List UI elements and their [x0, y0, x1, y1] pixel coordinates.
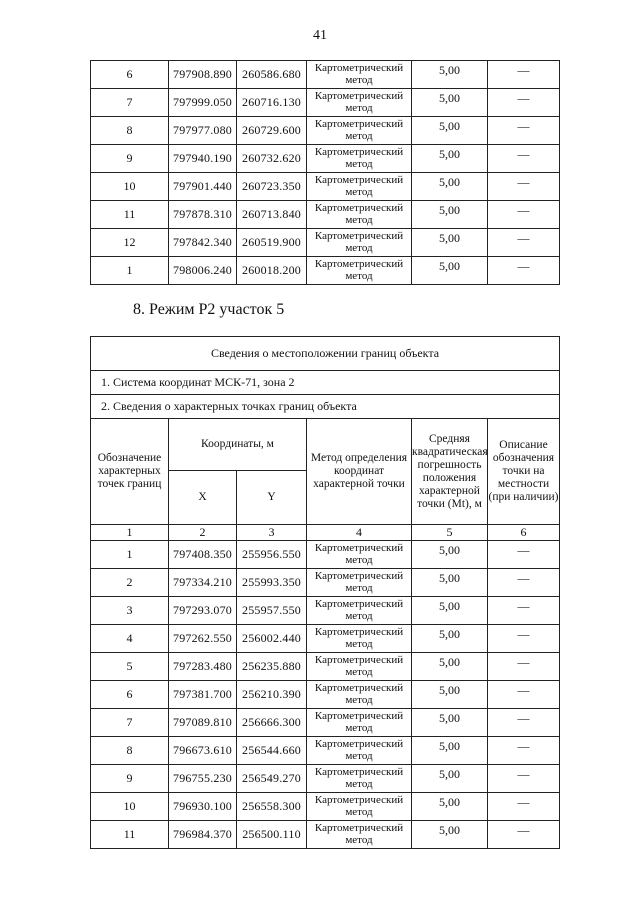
y-coordinate-cell: 260716.130: [237, 89, 307, 117]
y-coordinate-cell: 256500.110: [237, 821, 307, 849]
header-coords: Координаты, м: [169, 419, 307, 471]
table-row: [91, 653, 560, 681]
description-cell: —: [488, 541, 560, 569]
description-cell: —: [488, 765, 560, 793]
y-coordinate-cell: 260519.900: [237, 229, 307, 257]
header-x: X: [169, 471, 237, 525]
accuracy-cell: 5,00: [412, 569, 488, 597]
header-accuracy: Средняя квадратическая погрешность положения характерной точки (Mt), м: [412, 419, 488, 525]
points-heading-row: [91, 395, 560, 419]
accuracy-cell: 5,00: [412, 541, 488, 569]
x-coordinate-cell: 797842.340: [169, 229, 237, 257]
y-coordinate-cell: 256558.300: [237, 793, 307, 821]
description-cell: —: [488, 597, 560, 625]
header-description: Описание обозначения точки на местности (при наличии): [488, 419, 560, 525]
method-cell: Картометрический метод: [307, 653, 412, 681]
x-coordinate-cell: 797878.310: [169, 201, 237, 229]
table-row: [91, 229, 560, 257]
y-coordinate-cell: 256544.660: [237, 737, 307, 765]
x-coordinate-cell: 796673.610: [169, 737, 237, 765]
column-number: 1: [91, 525, 169, 541]
description-cell: —: [488, 709, 560, 737]
accuracy-cell: 5,00: [412, 737, 488, 765]
x-coordinate-cell: 798006.240: [169, 257, 237, 285]
header-y: Y: [237, 471, 307, 525]
description-cell: —: [488, 117, 560, 145]
method-cell: Картометрический метод: [307, 681, 412, 709]
accuracy-cell: 5,00: [412, 821, 488, 849]
description-cell: —: [488, 145, 560, 173]
x-coordinate-cell: 797940.190: [169, 145, 237, 173]
table-title-row: [91, 337, 560, 371]
y-coordinate-cell: 256549.270: [237, 765, 307, 793]
x-coordinate-cell: 797381.700: [169, 681, 237, 709]
description-cell: —: [488, 229, 560, 257]
table-row: [91, 709, 560, 737]
point-number-cell: 3: [91, 597, 169, 625]
point-number-cell: 4: [91, 625, 169, 653]
accuracy-cell: 5,00: [412, 201, 488, 229]
coordinate-system-row: [91, 371, 560, 395]
point-number-cell: 6: [91, 61, 169, 89]
accuracy-cell: 5,00: [412, 765, 488, 793]
accuracy-cell: 5,00: [412, 597, 488, 625]
description-cell: —: [488, 793, 560, 821]
y-coordinate-cell: 260018.200: [237, 257, 307, 285]
point-number-cell: 1: [91, 257, 169, 285]
method-cell: Картометрический метод: [307, 709, 412, 737]
table-row: [91, 569, 560, 597]
column-number: 3: [237, 525, 307, 541]
description-cell: —: [488, 681, 560, 709]
point-number-cell: 11: [91, 821, 169, 849]
table-row: [91, 145, 560, 173]
accuracy-cell: 5,00: [412, 89, 488, 117]
boundary-points-table: [90, 336, 560, 849]
points-table-continued: [90, 60, 560, 285]
header-point: Обозначение характерных точек границ: [91, 419, 169, 525]
description-cell: —: [488, 201, 560, 229]
description-cell: —: [488, 173, 560, 201]
table-row: [91, 681, 560, 709]
point-number-cell: 7: [91, 89, 169, 117]
x-coordinate-cell: 797408.350: [169, 541, 237, 569]
y-coordinate-cell: 256210.390: [237, 681, 307, 709]
method-cell: Картометрический метод: [307, 117, 412, 145]
method-cell: Картометрический метод: [307, 201, 412, 229]
column-number: 4: [307, 525, 412, 541]
x-coordinate-cell: 797999.050: [169, 89, 237, 117]
y-coordinate-cell: 256666.300: [237, 709, 307, 737]
point-number-cell: 5: [91, 653, 169, 681]
accuracy-cell: 5,00: [412, 173, 488, 201]
point-number-cell: 8: [91, 737, 169, 765]
table-row: [91, 737, 560, 765]
column-number: 6: [488, 525, 560, 541]
point-number-cell: 10: [91, 793, 169, 821]
description-cell: —: [488, 737, 560, 765]
method-cell: Картометрический метод: [307, 765, 412, 793]
point-number-cell: 12: [91, 229, 169, 257]
method-cell: Картометрический метод: [307, 229, 412, 257]
description-cell: —: [488, 653, 560, 681]
column-number-row: [91, 525, 560, 541]
description-cell: —: [488, 89, 560, 117]
point-number-cell: 11: [91, 201, 169, 229]
description-cell: —: [488, 625, 560, 653]
accuracy-cell: 5,00: [412, 229, 488, 257]
points-heading: 2. Сведения о характерных точках границ объекта: [91, 395, 560, 419]
column-header-row: [91, 419, 560, 471]
accuracy-cell: 5,00: [412, 793, 488, 821]
method-cell: Картометрический метод: [307, 569, 412, 597]
point-number-cell: 10: [91, 173, 169, 201]
x-coordinate-cell: 797283.480: [169, 653, 237, 681]
method-cell: Картометрический метод: [307, 257, 412, 285]
coordinate-system: 1. Система координат МСК-71, зона 2: [91, 371, 560, 395]
boundary-points-body: [91, 541, 560, 849]
y-coordinate-cell: 260729.600: [237, 117, 307, 145]
y-coordinate-cell: 260723.350: [237, 173, 307, 201]
method-cell: Картометрический метод: [307, 625, 412, 653]
y-coordinate-cell: 256002.440: [237, 625, 307, 653]
accuracy-cell: 5,00: [412, 709, 488, 737]
x-coordinate-cell: 797977.080: [169, 117, 237, 145]
description-cell: —: [488, 61, 560, 89]
y-coordinate-cell: 256235.880: [237, 653, 307, 681]
method-cell: Картометрический метод: [307, 821, 412, 849]
point-number-cell: 8: [91, 117, 169, 145]
description-cell: —: [488, 257, 560, 285]
accuracy-cell: 5,00: [412, 257, 488, 285]
method-cell: Картометрический метод: [307, 89, 412, 117]
x-coordinate-cell: 796984.370: [169, 821, 237, 849]
table-row: [91, 89, 560, 117]
y-coordinate-cell: 255993.350: [237, 569, 307, 597]
table-row: [91, 201, 560, 229]
table-row: [91, 173, 560, 201]
method-cell: Картометрический метод: [307, 541, 412, 569]
header-method: Метод определения координат характерной точки: [307, 419, 412, 525]
x-coordinate-cell: 796755.230: [169, 765, 237, 793]
table-title: Сведения о местоположении границ объекта: [91, 337, 560, 371]
method-cell: Картометрический метод: [307, 61, 412, 89]
point-number-cell: 9: [91, 765, 169, 793]
method-cell: Картометрический метод: [307, 793, 412, 821]
points-table-continued-body: [91, 61, 560, 285]
x-coordinate-cell: 797089.810: [169, 709, 237, 737]
table-row: [91, 257, 560, 285]
method-cell: Картометрический метод: [307, 173, 412, 201]
column-number: 2: [169, 525, 237, 541]
accuracy-cell: 5,00: [412, 653, 488, 681]
accuracy-cell: 5,00: [412, 625, 488, 653]
x-coordinate-cell: 797908.890: [169, 61, 237, 89]
table-row: [91, 61, 560, 89]
y-coordinate-cell: 255957.550: [237, 597, 307, 625]
description-cell: —: [488, 569, 560, 597]
table-row: [91, 597, 560, 625]
point-number-cell: 6: [91, 681, 169, 709]
page-number: 41: [313, 28, 327, 43]
table-row: [91, 117, 560, 145]
x-coordinate-cell: 797901.440: [169, 173, 237, 201]
y-coordinate-cell: 260732.620: [237, 145, 307, 173]
method-cell: Картометрический метод: [307, 597, 412, 625]
accuracy-cell: 5,00: [412, 61, 488, 89]
table-row: [91, 765, 560, 793]
x-coordinate-cell: 797262.550: [169, 625, 237, 653]
point-number-cell: 2: [91, 569, 169, 597]
method-cell: Картометрический метод: [307, 737, 412, 765]
method-cell: Картометрический метод: [307, 145, 412, 173]
table-row: [91, 793, 560, 821]
column-number: 5: [412, 525, 488, 541]
table-row: [91, 821, 560, 849]
point-number-cell: 1: [91, 541, 169, 569]
point-number-cell: 9: [91, 145, 169, 173]
description-cell: —: [488, 821, 560, 849]
y-coordinate-cell: 255956.550: [237, 541, 307, 569]
x-coordinate-cell: 797293.070: [169, 597, 237, 625]
x-coordinate-cell: 796930.100: [169, 793, 237, 821]
accuracy-cell: 5,00: [412, 145, 488, 173]
table-row: [91, 541, 560, 569]
section-heading: 8. Режим Р2 участок 5: [133, 301, 285, 318]
accuracy-cell: 5,00: [412, 681, 488, 709]
x-coordinate-cell: 797334.210: [169, 569, 237, 597]
accuracy-cell: 5,00: [412, 117, 488, 145]
y-coordinate-cell: 260713.840: [237, 201, 307, 229]
y-coordinate-cell: 260586.680: [237, 61, 307, 89]
table-row: [91, 625, 560, 653]
point-number-cell: 7: [91, 709, 169, 737]
